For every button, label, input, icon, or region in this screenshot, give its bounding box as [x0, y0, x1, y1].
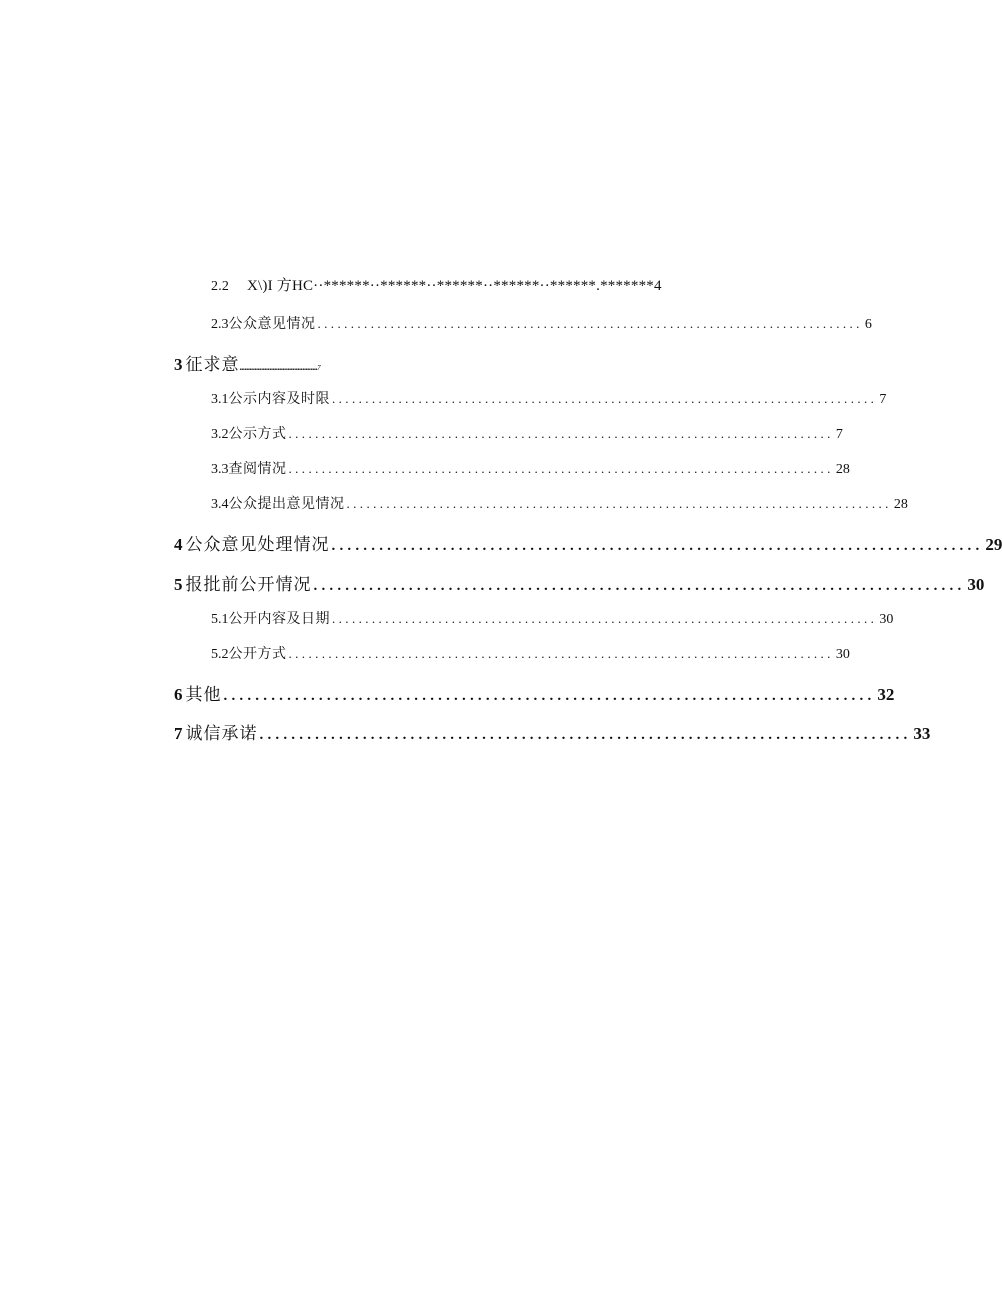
toc-entry-number: 2.3 [211, 317, 229, 332]
toc-page-number: 28 [893, 497, 908, 512]
toc-entry-5-2[interactable] [211, 643, 850, 663]
toc-entry-3-1[interactable] [211, 388, 887, 408]
toc-dot-leader: .................................................................................. [313, 578, 966, 594]
toc-entry-5-1[interactable] [211, 608, 894, 628]
toc-dot-leader: ............................................... [239, 362, 318, 372]
toc-page-number: 30 [879, 612, 894, 627]
toc-entry-number: 5.2 [211, 647, 229, 662]
toc-entry-number: 3 [174, 355, 183, 374]
toc-entry-3[interactable] [174, 350, 321, 375]
toc-entry-3-2[interactable] [211, 423, 843, 443]
toc-dot-leader: .................................................................................. [332, 391, 878, 406]
toc-page-number: 32 [877, 685, 895, 704]
toc-entry-number: 6 [174, 685, 183, 704]
toc-entry-number: 3.1 [211, 392, 229, 407]
toc-entry-5[interactable] [174, 570, 985, 595]
toc-entry-title: 查阅情况 [228, 462, 287, 477]
toc-dot-leader: .................................................................................. [332, 611, 878, 626]
toc-entry-7[interactable] [174, 719, 931, 744]
toc-entry-number: 4 [174, 535, 183, 554]
toc-dot-leader: .................................................................................. [288, 461, 834, 476]
toc-dot-leader: .................................................................................. [346, 496, 892, 511]
toc-page-number: 7 [317, 364, 321, 372]
toc-entry-2-3[interactable] [211, 313, 872, 333]
toc-entry-title: 公众提出意见情况 [228, 497, 345, 512]
toc-page-number: 28 [835, 462, 850, 477]
toc-page-number: 30 [967, 575, 985, 594]
toc-entry-title: 征求意 [185, 355, 240, 374]
toc-entry-3-4[interactable] [211, 493, 908, 513]
toc-page-number: 30 [835, 647, 850, 662]
toc-entry-number: 3.4 [211, 497, 229, 512]
toc-page-number: 29 [985, 535, 1002, 554]
toc-page-number: 7 [835, 427, 843, 442]
toc-dot-leader: .................................................................................. [288, 426, 834, 441]
toc-entry-number: 5 [174, 575, 183, 594]
toc-page-number: 6 [864, 317, 872, 332]
toc-entry-title: 公众意见处理情况 [185, 535, 330, 554]
toc-dot-leader: .................................................................................. [331, 538, 984, 554]
toc-dot-leader: .................................................................................. [317, 316, 863, 331]
toc-entry-title: 诚信承诺 [185, 724, 258, 743]
toc-entry-3-3[interactable] [211, 458, 850, 478]
toc-dot-leader: .................................................................................. [288, 646, 834, 661]
toc-entry-garbled-text: X\)I 方HC··******··******··******··******··******.*******4 [247, 278, 662, 294]
toc-page-number: 33 [913, 724, 931, 743]
toc-entry-title: 公示方式 [228, 427, 287, 442]
toc-entry-2-2[interactable] [211, 274, 662, 295]
toc-entry-title: 公众意见情况 [228, 317, 316, 332]
toc-entry-number: 5.1 [211, 612, 229, 627]
toc-dot-leader: .................................................................................. [223, 688, 876, 704]
toc-entry-4[interactable] [174, 530, 1002, 555]
toc-entry-number: 3.2 [211, 427, 229, 442]
toc-entry-number: 2.2 [211, 279, 230, 294]
toc-page-number: 7 [879, 392, 887, 407]
toc-entry-title: 其他 [185, 685, 222, 704]
toc-entry-title: 报批前公开情况 [185, 575, 312, 594]
toc-entry-6[interactable] [174, 680, 895, 705]
toc-entry-title: 公示内容及时限 [228, 392, 330, 407]
toc-entry-title: 公开方式 [228, 647, 287, 662]
toc-entry-number: 7 [174, 724, 183, 743]
toc-entry-title: 公开内容及日期 [228, 612, 330, 627]
toc-dot-leader: .................................................................................. [259, 727, 912, 743]
toc-entry-number: 3.3 [211, 462, 229, 477]
